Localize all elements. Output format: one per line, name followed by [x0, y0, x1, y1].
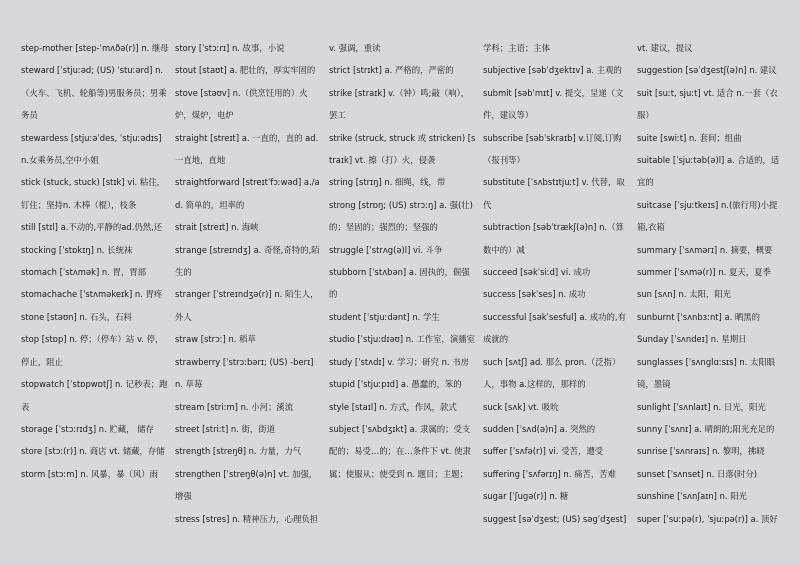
vocab-entry: straightforward [streɪtˈfɔːwəd] a./ad. 简单的，坦率的	[175, 177, 320, 210]
vocab-entry: store [stɔː(r)] n. 商店 vt. 储藏，存储	[21, 446, 165, 457]
vocab-entry: strengthen [ˈstreŋθ(ə)n] vt. 加强，增强	[175, 468, 318, 502]
vocab-entry: 学科；主语；主体	[483, 43, 550, 53]
vocab-entry: sunburnt [ˈsʌnbɜːnt] a. 晒黑的	[637, 311, 761, 322]
vocab-entry: super [ˈsuːpə(r), ˈsjuːpə(r)] a. 顶好	[637, 513, 778, 524]
vocab-entry: sunshine [ˈsʌnʃaɪn] n. 阳光	[637, 491, 747, 502]
vocab-entry: succeed [səkˈsiːd] vi. 成功	[483, 267, 591, 278]
vocab-entry: stream [striːm] n. 小河；溪流	[175, 401, 294, 412]
vocab-entry: storm [stɔːm] n. 风暴，暴（风）雨	[21, 468, 158, 479]
vocab-entry: submit [səbˈmɪt] v. 提交，呈递（文件，建议等）	[483, 87, 624, 121]
vocab-entry: subscribe [səbˈskraɪb] v.订阅,订购（报刊等）	[483, 132, 622, 166]
vocab-entry: sunlight [ˈsʌnlaɪt] n. 日光，阳光	[637, 401, 766, 412]
vocab-entry: stout [staʊt] a. 肥壮的，厚实牢固的	[175, 65, 316, 76]
vocab-entry: vt. 建议，提议	[637, 43, 693, 53]
vocab-entry: sunglasses [ˈsʌnglɑːsɪs] n. 太阳眼镜，墨镜	[637, 356, 776, 390]
vocab-entry: stop [stɒp] n. 停；（停车）站 v. 停，停止，阻止	[21, 334, 164, 367]
vocab-entry: sunrise [ˈsʌnraɪs] n. 黎明，拂晓	[637, 446, 765, 457]
vocab-entry: storage [ˈstɔːrɪdʒ] n. 贮藏， 储存	[21, 423, 154, 434]
vocab-entry: suffering [ˈsʌfərɪŋ] n. 痛苦，苦难	[483, 468, 616, 479]
vocab-entry: subtraction [səbˈtrækʃ(ə)n] n.（算数中的）减	[483, 222, 624, 255]
vocab-entry: strange [streɪndʒ] a. 奇怪,奇特的,陌生的	[175, 244, 320, 278]
vocab-entry: stomachache [ˈstʌməkeɪk] n. 胃疼	[21, 289, 163, 300]
vocab-entry: substitute [ˈsʌbstɪtjuːt] v. 代替，取代	[483, 177, 625, 210]
vocab-entry: sunset [ˈsʌnset] n. 日落(时分)	[637, 468, 758, 479]
vocab-entry: successful [səkˈsesful] a. 成功的,有成就的	[483, 311, 626, 345]
vocab-entry: suitable [ˈsjuːtəb(ə)l] a. 合适的，适宜的	[637, 155, 780, 188]
column-5	[637, 37, 787, 565]
vocab-entry: v. 强调，重读	[329, 43, 381, 53]
vocab-entry: string [strɪŋ] n. 细绳，线，带	[329, 177, 446, 188]
vocab-entry: strong [strɒŋ; (US) strɔːŋ] a. 强(壮)的；坚固的；强烈的；坚强的	[329, 199, 473, 233]
column-2	[175, 37, 329, 565]
vocab-entry: strike [straɪk] v.（钟）鸣;敲（响），罢工	[329, 87, 470, 121]
vocab-entry: step-mother [step-ˈmʌðə(r)] n. 继母	[21, 43, 169, 53]
vocab-entry: sudden [ˈsʌd(ə)n] a. 突然的	[483, 423, 596, 434]
vocab-entry: suffer [ˈsʌfə(r)] vi. 受苦，遭受	[483, 446, 604, 457]
vocab-entry: strawberry [ˈstrɔːbərɪ; (US) -berɪ] n. 草莓	[175, 356, 314, 390]
vocab-entry: stocking [ˈstɒkɪŋ] n. 长统袜	[21, 244, 133, 255]
column-1	[21, 37, 175, 565]
vocab-entry: stomach [ˈstʌmək] n. 胃，胃部	[21, 267, 147, 278]
vocab-entry: straw [strɔː] n. 稻草	[175, 334, 256, 345]
vocab-entry: stone [stəʊn] n. 石头，石料	[21, 311, 132, 322]
vocab-entry: summary [ˈsʌmərɪ] n. 摘要，概要	[637, 244, 773, 255]
vocab-entry: story [ˈstɔːrɪ] n. 故事，小说	[175, 43, 285, 53]
vocab-entry: subject [ˈsʌbdʒɪkt] a. 隶属的；受支配的；易受…的；在…条件下 vt. 使隶属；使服从；使受到 n. 题目；主题；	[329, 423, 471, 479]
vocab-entry: stupid [ˈstjuːpɪd] a. 愚蠢的，笨的	[329, 379, 462, 390]
vocab-entry: steward [ˈstjuːəd; (US) ˈstuːərd] n.（火车、飞机、轮船等)男服务员；男乘务员	[21, 65, 167, 121]
vocab-entry: subjective [səbˈdʒektɪv] a. 主观的	[483, 65, 622, 76]
vocab-entry: stranger [ˈstreɪndʒə(r)] n. 陌生人，外人	[175, 289, 319, 322]
vocab-entry: suit [suːt, sjuːt] vt. 适合 n.一套（衣服）	[637, 87, 778, 121]
vocab-entry: student [ˈstjuːdənt] n. 学生	[329, 311, 440, 322]
vocab-entry: straight [streɪt] a. 一直的，直的 ad. 一直地，直地	[175, 132, 319, 166]
vocab-entry: sunny [ˈsʌnɪ] a. 晴朗的;阳光充足的	[637, 423, 775, 434]
vocab-entry: Sunday [ˈsʌndeɪ] n. 星期日	[637, 334, 747, 345]
vocab-entry: summer [ˈsʌmə(r)] n. 夏天，夏季	[637, 267, 771, 278]
vocab-entry: still [stɪl] a.不动的,平静的ad.仍然,还	[21, 222, 163, 233]
vocab-entry: strength [streŋθ] n. 力量，力气	[175, 446, 302, 457]
vocab-entry: street [striːt] n. 街，街道	[175, 423, 276, 434]
vocab-entry: suite [swiːt] n. 套间；组曲	[637, 132, 742, 143]
vocab-entry: stopwatch [ˈstɒpwɒtʃ] n. 记秒表；跑表	[21, 379, 168, 412]
column-3	[329, 37, 483, 565]
vocab-entry: sugar [ˈʃugə(r)] n. 糖	[483, 491, 569, 502]
vocab-entry: sun [sʌn] n. 太阳，阳光	[637, 289, 731, 300]
vocab-entry: strict [strɪkt] a. 严格的，严密的	[329, 65, 454, 76]
vocab-entry: suggest [səˈdʒest; (US) səgˈdʒest]	[483, 513, 627, 524]
vocab-entry: stove [stəʊv] n.（供烹饪用的）火炉，煤炉，电炉	[175, 87, 308, 121]
vocab-entry: stick (stuck, stuck) [stɪk] vi. 粘住，钉住；坚持n. 木棒（棍），枝条	[21, 177, 165, 210]
vocab-entry: studio [ˈstjuːdɪəʊ] n. 工作室，演播室	[329, 334, 475, 345]
vocab-entry: strait [streɪt] n. 海峡	[175, 222, 259, 233]
vocab-entry: struggle [ˈstrʌg(ə)l] vi. 斗争	[329, 244, 443, 255]
vocab-entry: success [səkˈses] n. 成功	[483, 289, 586, 300]
vocab-entry: strike (struck, struck 或 stricken) [straɪk] vt. 擦（打）火，侵袭	[329, 132, 476, 166]
vocab-entry: style [staɪl] n. 方式，作风，款式	[329, 401, 457, 412]
vocab-entry: such [sʌtʃ] ad. 那么 pron.（泛指）人，事物 a.这样的，那样的	[483, 356, 621, 390]
vocab-entry: stubborn [ˈstʌbən] a. 固执的，倔强的	[329, 267, 470, 300]
vocab-entry: suck [sʌk] vt. 吸吮	[483, 401, 559, 412]
vocab-entry: suggestion [səˈdʒestʃ(ə)n] n. 建议	[637, 65, 777, 76]
vocab-entry: suitcase [ˈsjuːtkeɪs] n.(旅行用)小提箱,衣箱	[637, 199, 778, 233]
vocab-entry: stress [stres] n. 精神压力，心理负担	[175, 513, 319, 524]
vocab-entry: study [ˈstʌdɪ] v. 学习；研究 n. 书房	[329, 356, 469, 367]
column-4	[483, 37, 637, 565]
vocab-entry: stewardess [stjuːəˈdes, ˈstjuːədɪs] n.女乘务员,空中小姐	[21, 132, 162, 166]
